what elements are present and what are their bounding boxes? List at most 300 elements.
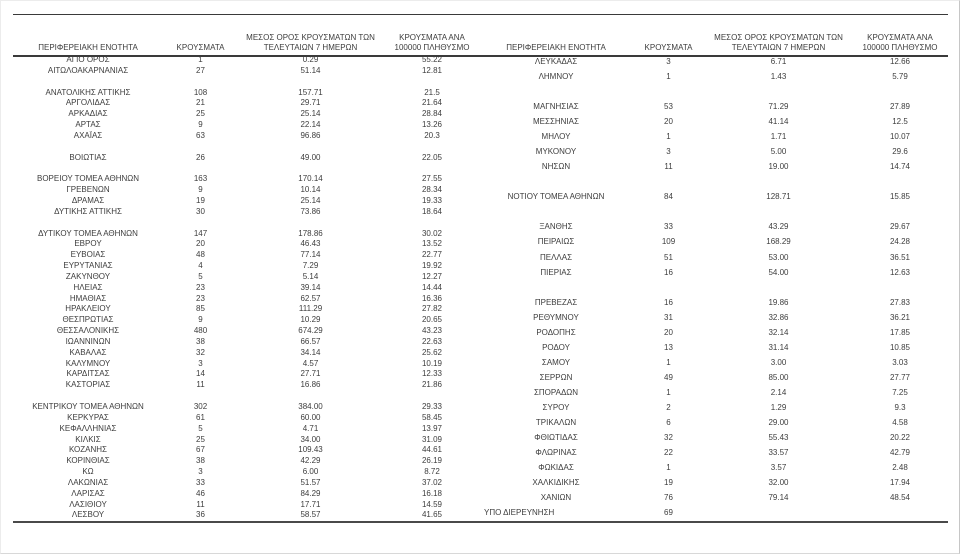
table-row [481,476,949,491]
cases-cell: 31 [664,312,673,322]
table-row [13,88,481,99]
cases-tables-container [13,15,949,521]
spacer-row [481,175,949,190]
region-name-cell: ΦΩΚΙΔΑΣ [538,462,574,472]
cases-cell: 27 [196,65,205,75]
per-100k-cell: 36.51 [889,252,911,262]
table-row [13,489,481,500]
region-name-cell: ΗΜΑΘΙΑΣ [69,293,107,303]
table-row [13,109,481,120]
table-row [13,261,481,272]
table-row [481,356,949,371]
cases-cell: 13 [664,342,673,352]
avg-7day-cell: 34.00 [300,434,321,444]
region-name-cell: ΦΛΩΡΙΝΑΣ [535,447,577,457]
region-name-cell: ΛΑΡΙΣΑΣ [71,488,105,498]
cases-cell: 21 [196,98,205,108]
spacer-row [481,85,949,100]
region-name-cell: ΚΑΛΥΜΝΟΥ [65,358,111,368]
avg-7day-cell: 29.71 [300,98,321,108]
region-name-cell: ΛΑΣΙΘΙΟΥ [69,499,107,509]
region-name-cell: ΕΥΒΟΙΑΣ [70,250,106,260]
cases-cell: 147 [193,228,208,238]
region-name-cell: ΙΩΑΝΝΙΝΩΝ [65,336,111,346]
cases-cell: 85 [196,304,205,314]
per-100k-cell: 15.85 [889,192,911,202]
table-row [13,207,481,218]
cases-cell: 69 [664,508,673,518]
avg-7day-cell: 29.00 [768,417,789,427]
per-100k-cell: 48.54 [889,493,911,502]
cases-cell: 6 [666,417,671,427]
per-100k-cell: 37.02 [421,477,443,487]
avg-7day-cell: 384.00 [298,402,323,411]
cases-cell: 25 [196,109,205,119]
region-name-cell: ΛΕΣΒΟΥ [71,510,105,520]
spacer-row [13,77,481,88]
table-row [481,55,949,70]
avg-7day-cell: 168.29 [766,237,791,247]
cases-cell: 5 [198,271,203,281]
cases-cell: 26 [196,152,205,162]
cases-cell: 1 [198,55,203,64]
region-name-cell: ΒΟΡΕΙΟΥ ΤΟΜΕΑ ΑΘΗΝΩΝ [36,174,140,184]
avg-7day-cell: 32.00 [768,477,789,487]
avg-7day-cell: 128.71 [766,192,791,202]
cases-cell: 76 [664,493,673,502]
avg-7day-cell: 109.43 [298,445,323,455]
table-row [13,66,481,77]
avg-7day-cell: 49.00 [300,152,321,162]
per-100k-cell: 2.48 [892,462,908,472]
cases-cell: 20 [196,239,205,249]
avg-7day-cell: 66.57 [300,336,321,346]
avg-7day-cell: 96.86 [300,130,321,140]
cases-cell: 109 [661,237,676,247]
per-100k-cell: 41.65 [421,510,443,520]
avg-7day-cell: 33.57 [768,447,789,457]
per-100k-cell: 28.34 [421,185,443,195]
region-name-cell: ΔΥΤΙΚΟΥ ΤΟΜΕΑ ΑΘΗΝΩΝ [38,228,138,238]
cases-cell: 61 [196,412,205,422]
table-row [13,294,481,305]
avg-7day-cell: 25.14 [300,195,321,205]
table-row [13,185,481,196]
avg-7day-cell: 2.14 [770,387,787,397]
table-row [13,326,481,337]
col-header-cases: ΚΡΟΥΣΜΑΤΑ [176,42,225,52]
table-row [481,446,949,461]
spacer-cell [13,391,481,402]
region-name-cell: ΠΙΕΡΙΑΣ [540,267,572,277]
cases-cell: 3 [198,467,203,477]
cases-cell: 16 [664,267,673,277]
per-100k-cell: 42.79 [889,447,911,457]
avg-7day-cell: 51.14 [300,65,321,75]
per-100k-cell: 28.84 [421,109,443,119]
per-100k-cell: 12.66 [889,57,911,67]
cases-cell: 3 [666,57,671,67]
avg-7day-cell: 170.14 [298,174,323,184]
region-name-cell: ΚΕΡΚΥΡΑΣ [67,412,109,422]
cases-cell: 19 [196,195,205,205]
region-name-cell: ΜΕΣΣΗΝΙΑΣ [533,117,579,127]
region-name-cell: ΑΙΤΩΛΟΑΚΑΡΝΑΝΙΑΣ [47,65,129,75]
cases-cell: 480 [193,326,208,336]
per-100k-cell: 20.65 [421,315,443,325]
table-row [13,131,481,142]
avg-7day-cell: 79.14 [768,493,789,502]
table-row [13,467,481,478]
per-100k-cell: 12.81 [421,65,443,75]
region-name-cell: ΚΟΖΑΝΗΣ [68,445,108,455]
per-100k-cell: 16.36 [421,293,443,303]
cases-cell: 11 [196,499,205,509]
table-row [481,250,949,265]
avg-7day-cell: 25.14 [300,109,321,119]
per-100k-cell: 12.63 [889,267,911,277]
per-100k-cell: 4.58 [892,417,908,427]
region-name-cell: ΑΡΤΑΣ [75,120,101,130]
cases-cell: 11 [664,162,673,172]
avg-7day-cell: 34.14 [300,347,321,357]
spacer-row [13,391,481,402]
avg-7day-cell: 16.86 [300,380,321,390]
per-100k-cell: 12.5 [892,117,908,127]
avg-7day-cell: 58.57 [300,510,321,520]
avg-7day-cell: 53.00 [768,252,789,262]
spacer-row [13,142,481,153]
cases-cell: 23 [196,282,205,292]
avg-7day-cell: 27.71 [300,369,321,379]
region-name-cell: ΡΟΔΟΠΗΣ [536,327,576,337]
per-100k-cell: 20.3 [424,130,440,140]
cases-cell: 3 [666,147,671,157]
cases-table-left [13,15,481,521]
region-name-cell: ΣΑΜΟΥ [541,357,571,367]
region-name-cell: ΘΕΣΠΡΩΤΙΑΣ [62,315,114,325]
per-100k-cell: 58.45 [421,412,443,422]
cases-table-right [481,15,949,521]
region-name-cell: ΚΟΡΙΝΘΙΑΣ [66,456,110,466]
cases-cell: 9 [198,315,203,325]
avg-7day-cell: 178.86 [298,228,323,238]
avg-7day-cell: 0.29 [302,55,319,64]
cases-cell: 38 [196,336,205,346]
per-100k-cell: 36.21 [889,312,911,322]
table-row [481,265,949,280]
avg-7day-cell: 674.29 [298,326,323,336]
col-header-cases: ΚΡΟΥΣΜΑΤΑ [644,42,693,52]
table-body-right [481,55,949,521]
table-row [481,326,949,341]
region-name-cell: ΤΡΙΚΑΛΩΝ [535,417,577,427]
region-name-cell: ΣΠΟΡΑΔΩΝ [533,387,579,397]
cases-cell: 1 [666,72,671,82]
per-100k-cell: 17.94 [889,477,911,487]
region-name-cell: ΡΟΔΟΥ [542,342,570,352]
spacer-cell [481,85,949,100]
region-name-cell: ΚΑΡΔΙΤΣΑΣ [66,369,110,379]
region-name-cell: ΑΡΚΑΔΙΑΣ [68,109,108,119]
avg-7day-cell: 1.29 [770,402,787,412]
region-name-cell: ΚΙΛΚΙΣ [75,434,101,444]
per-100k-cell: 24.28 [889,237,911,247]
avg-7day-cell: 51.57 [300,477,321,487]
region-name-cell: ΚΩ [82,467,94,477]
spacer-cell [13,163,481,174]
per-100k-cell: 10.07 [889,132,911,142]
region-name-cell: ΦΘΙΩΤΙΔΑΣ [534,432,578,442]
spacer-cell [13,77,481,88]
region-name-cell: ΖΑΚΥΝΘΟΥ [65,271,111,281]
cases-cell: 9 [198,185,203,195]
table-row [13,369,481,380]
spacer-row [481,280,949,295]
region-name-cell: ΜΥΚΟΝΟΥ [535,147,577,157]
table-row [13,315,481,326]
region-name-cell: ΕΥΡΥΤΑΝΙΑΣ [63,261,113,271]
col-header-7day-average: ΜΕΣΟΣ ΟΡΟΣ ΚΡΟΥΣΜΑΤΩΝ ΤΩΝ ΤΕΛΕΥΤΑΙΩΝ 7 ΗΜΕΡΩΝ [714,33,843,52]
region-name-cell: ΝΟΤΙΟΥ ΤΟΜΕΑ ΑΘΗΝΩΝ [507,192,605,202]
region-name-cell: ΒΟΙΩΤΙΑΣ [69,152,107,162]
cases-cell: 30 [196,206,205,216]
table-row [13,402,481,413]
avg-7day-cell: 5.14 [302,271,319,281]
region-name-cell: ΚΑΣΤΟΡΙΑΣ [65,380,111,390]
cases-cell: 14 [196,369,205,379]
table-row [13,380,481,391]
table-row [13,250,481,261]
per-100k-cell: 18.64 [421,206,443,216]
avg-7day-cell: 7.29 [302,261,319,271]
table-row [481,386,949,401]
table-body-left [13,55,481,521]
cases-cell: 46 [196,488,205,498]
cases-cell: 63 [196,130,205,140]
per-100k-cell: 21.86 [421,380,443,390]
avg-7day-cell: 22.14 [300,120,321,130]
table-row [481,190,949,205]
cases-cell: 163 [193,174,208,184]
col-header-per-100000: ΚΡΟΥΣΜΑΤΑ ΑΝΑ 100000 ΠΛΗΘΥΣΜΟ [862,33,938,52]
per-100k-cell: 10.85 [889,342,911,352]
per-100k-cell: 14.44 [421,282,443,292]
avg-7day-cell: 71.29 [768,102,789,112]
per-100k-cell: 9.3 [894,402,906,412]
region-name-cell: ΠΡΕΒΕΖΑΣ [534,297,578,307]
per-100k-cell: 8.72 [424,467,440,477]
cases-cell: 9 [198,120,203,130]
per-100k-cell: 29.6 [892,147,908,157]
avg-7day-cell: 10.14 [300,185,321,195]
table-row [13,435,481,446]
table-row [481,220,949,235]
region-name-cell: ΑΝΑΤΟΛΙΚΗΣ ΑΤΤΙΚΗΣ [45,87,131,97]
table-row [13,359,481,370]
cases-cell: 36 [196,510,205,520]
region-name-cell: ΞΑΝΘΗΣ [539,222,573,232]
per-100k-cell: 13.52 [421,239,443,249]
per-100k-cell: 26.19 [421,456,443,466]
table-row [481,160,949,175]
table-row [481,431,949,446]
spacer-row [481,205,949,220]
table-row [13,456,481,467]
table-row [13,445,481,456]
avg-7day-cell: 4.57 [302,358,319,368]
table-row [481,401,949,416]
cases-cell: 38 [196,456,205,466]
region-name-cell: ΠΕΛΛΑΣ [539,252,573,262]
per-100k-cell: 55.22 [421,55,443,64]
avg-7day-cell: 60.00 [300,412,321,422]
region-name-cell: ΧΑΛΚΙΔΙΚΗΣ [532,477,580,487]
cases-cell: 2 [666,402,671,412]
region-name-cell: ΑΡΓΟΛΙΔΑΣ [65,98,111,108]
table-row [13,55,481,66]
per-100k-cell: 13.26 [421,120,443,130]
cases-cell: 33 [664,222,673,232]
per-100k-cell: 31.09 [421,434,443,444]
cases-cell: 1 [666,462,671,472]
table-row [13,510,481,521]
table-row [13,229,481,240]
spacer-cell [481,280,949,295]
cases-cell: 1 [666,387,671,397]
cases-cell: 3 [198,358,203,368]
table-row [13,304,481,315]
col-header-regional-unit: ΠΕΡΙΦΕΡΕΙΑΚΗ ΕΝΟΤΗΤΑ [506,42,606,52]
table-row [13,239,481,250]
avg-7day-cell: 43.29 [768,222,789,232]
avg-7day-cell: 31.14 [768,342,789,352]
avg-7day-cell: 54.00 [768,267,789,277]
per-100k-cell: 16.18 [421,488,443,498]
per-100k-cell: 21.64 [421,98,443,108]
table-row [13,424,481,435]
per-100k-cell: 25.62 [421,347,443,357]
region-name-cell: ΠΕΙΡΑΙΩΣ [537,237,575,247]
region-name-cell: ΥΠΟ ΔΙΕΡΕΥΝΗΣΗ [484,508,555,518]
per-100k-cell: 44.61 [421,445,443,455]
table-row [481,70,949,85]
spacer-cell [481,175,949,190]
avg-7day-cell: 41.14 [768,117,789,127]
cases-cell: 84 [664,192,673,202]
cases-cell: 4 [198,261,203,271]
table-row [13,98,481,109]
avg-7day-cell: 84.29 [300,488,321,498]
header-row [481,15,949,55]
cases-cell: 16 [664,297,673,307]
cases-cell: 20 [664,327,673,337]
region-name-cell: ΜΗΛΟΥ [541,132,571,142]
spacer-row [13,218,481,229]
table-row [13,153,481,164]
region-name-cell: ΡΕΘΥΜΝΟΥ [533,312,579,322]
avg-7day-cell: 3.00 [770,357,787,367]
per-100k-cell: 22.77 [421,250,443,260]
per-100k-cell: 27.55 [421,174,443,184]
spacer-row [13,163,481,174]
cases-cell: 67 [196,445,205,455]
cases-cell: 32 [196,347,205,357]
avg-7day-cell: 6.00 [302,467,319,477]
avg-7day-cell: 73.86 [300,206,321,216]
table-row [481,371,949,386]
table-row [13,283,481,294]
avg-7day-cell: 6.71 [770,57,787,67]
avg-7day-cell: 3.57 [770,462,787,472]
table-row [481,491,949,506]
avg-7day-cell [706,506,851,521]
region-name-cell: ΜΑΓΝΗΣΙΑΣ [533,102,579,112]
cases-cell: 53 [664,102,673,112]
table-row [481,506,949,521]
region-name-cell: ΧΑΝΙΩΝ [540,493,572,502]
region-name-cell: ΚΕΦΑΛΛΗΝΙΑΣ [59,423,117,433]
region-name-cell: ΔΡΑΜΑΣ [71,195,105,205]
per-100k-cell: 22.05 [421,152,443,162]
table-row [481,115,949,130]
per-100k-cell: 27.77 [889,372,911,382]
region-name-cell: ΛΗΜΝΟΥ [538,72,574,82]
avg-7day-cell: 46.43 [300,239,321,249]
region-name-cell: ΘΕΣΣΑΛΟΝΙΚΗΣ [56,326,120,336]
spacer-cell [481,205,949,220]
cases-cell: 19 [664,477,673,487]
per-100k-cell: 21.5 [424,87,440,97]
per-100k-cell: 22.63 [421,336,443,346]
spacer-cell [13,218,481,229]
region-name-cell: ΓΡΕΒΕΝΩΝ [66,185,110,195]
region-name-cell: ΚΑΒΑΛΑΣ [69,347,107,357]
avg-7day-cell: 19.86 [768,297,789,307]
avg-7day-cell: 77.14 [300,250,321,260]
per-100k-cell: 12.27 [421,271,443,281]
bottom-rule [13,521,948,523]
per-100k-cell [851,506,949,521]
avg-7day-cell: 5.00 [770,147,787,157]
region-name-cell: ΑΓΙΟ ΟΡΟΣ [66,55,110,64]
region-name-cell: ΗΛΕΙΑΣ [73,282,103,292]
region-name-cell: ΣΥΡΟΥ [542,402,570,412]
region-name-cell: ΣΕΡΡΩΝ [539,372,573,382]
per-100k-cell: 43.23 [421,326,443,336]
table-row [481,416,949,431]
col-header-7day-average: ΜΕΣΟΣ ΟΡΟΣ ΚΡΟΥΣΜΑΤΩΝ ΤΩΝ ΤΕΛΕΥΤΑΙΩΝ 7 ΗΜΕΡΩΝ [246,33,375,52]
per-100k-cell: 10.19 [421,358,443,368]
table-row [13,196,481,207]
table-row [13,337,481,348]
per-100k-cell: 12.33 [421,369,443,379]
avg-7day-cell: 32.14 [768,327,789,337]
region-name-cell: ΑΧΑΪΑΣ [73,130,103,140]
avg-7day-cell: 32.86 [768,312,789,322]
cases-cell: 20 [664,117,673,127]
table-row [481,100,949,115]
region-name-cell: ΗΡΑΚΛΕΙΟΥ [65,304,111,314]
cases-cell: 11 [196,380,205,390]
avg-7day-cell: 4.71 [302,423,319,433]
cases-cell: 108 [193,87,208,97]
cases-cell: 51 [664,252,673,262]
per-100k-cell: 14.59 [421,499,443,509]
avg-7day-cell: 55.43 [768,432,789,442]
avg-7day-cell: 19.00 [768,162,789,172]
cases-cell: 33 [196,477,205,487]
